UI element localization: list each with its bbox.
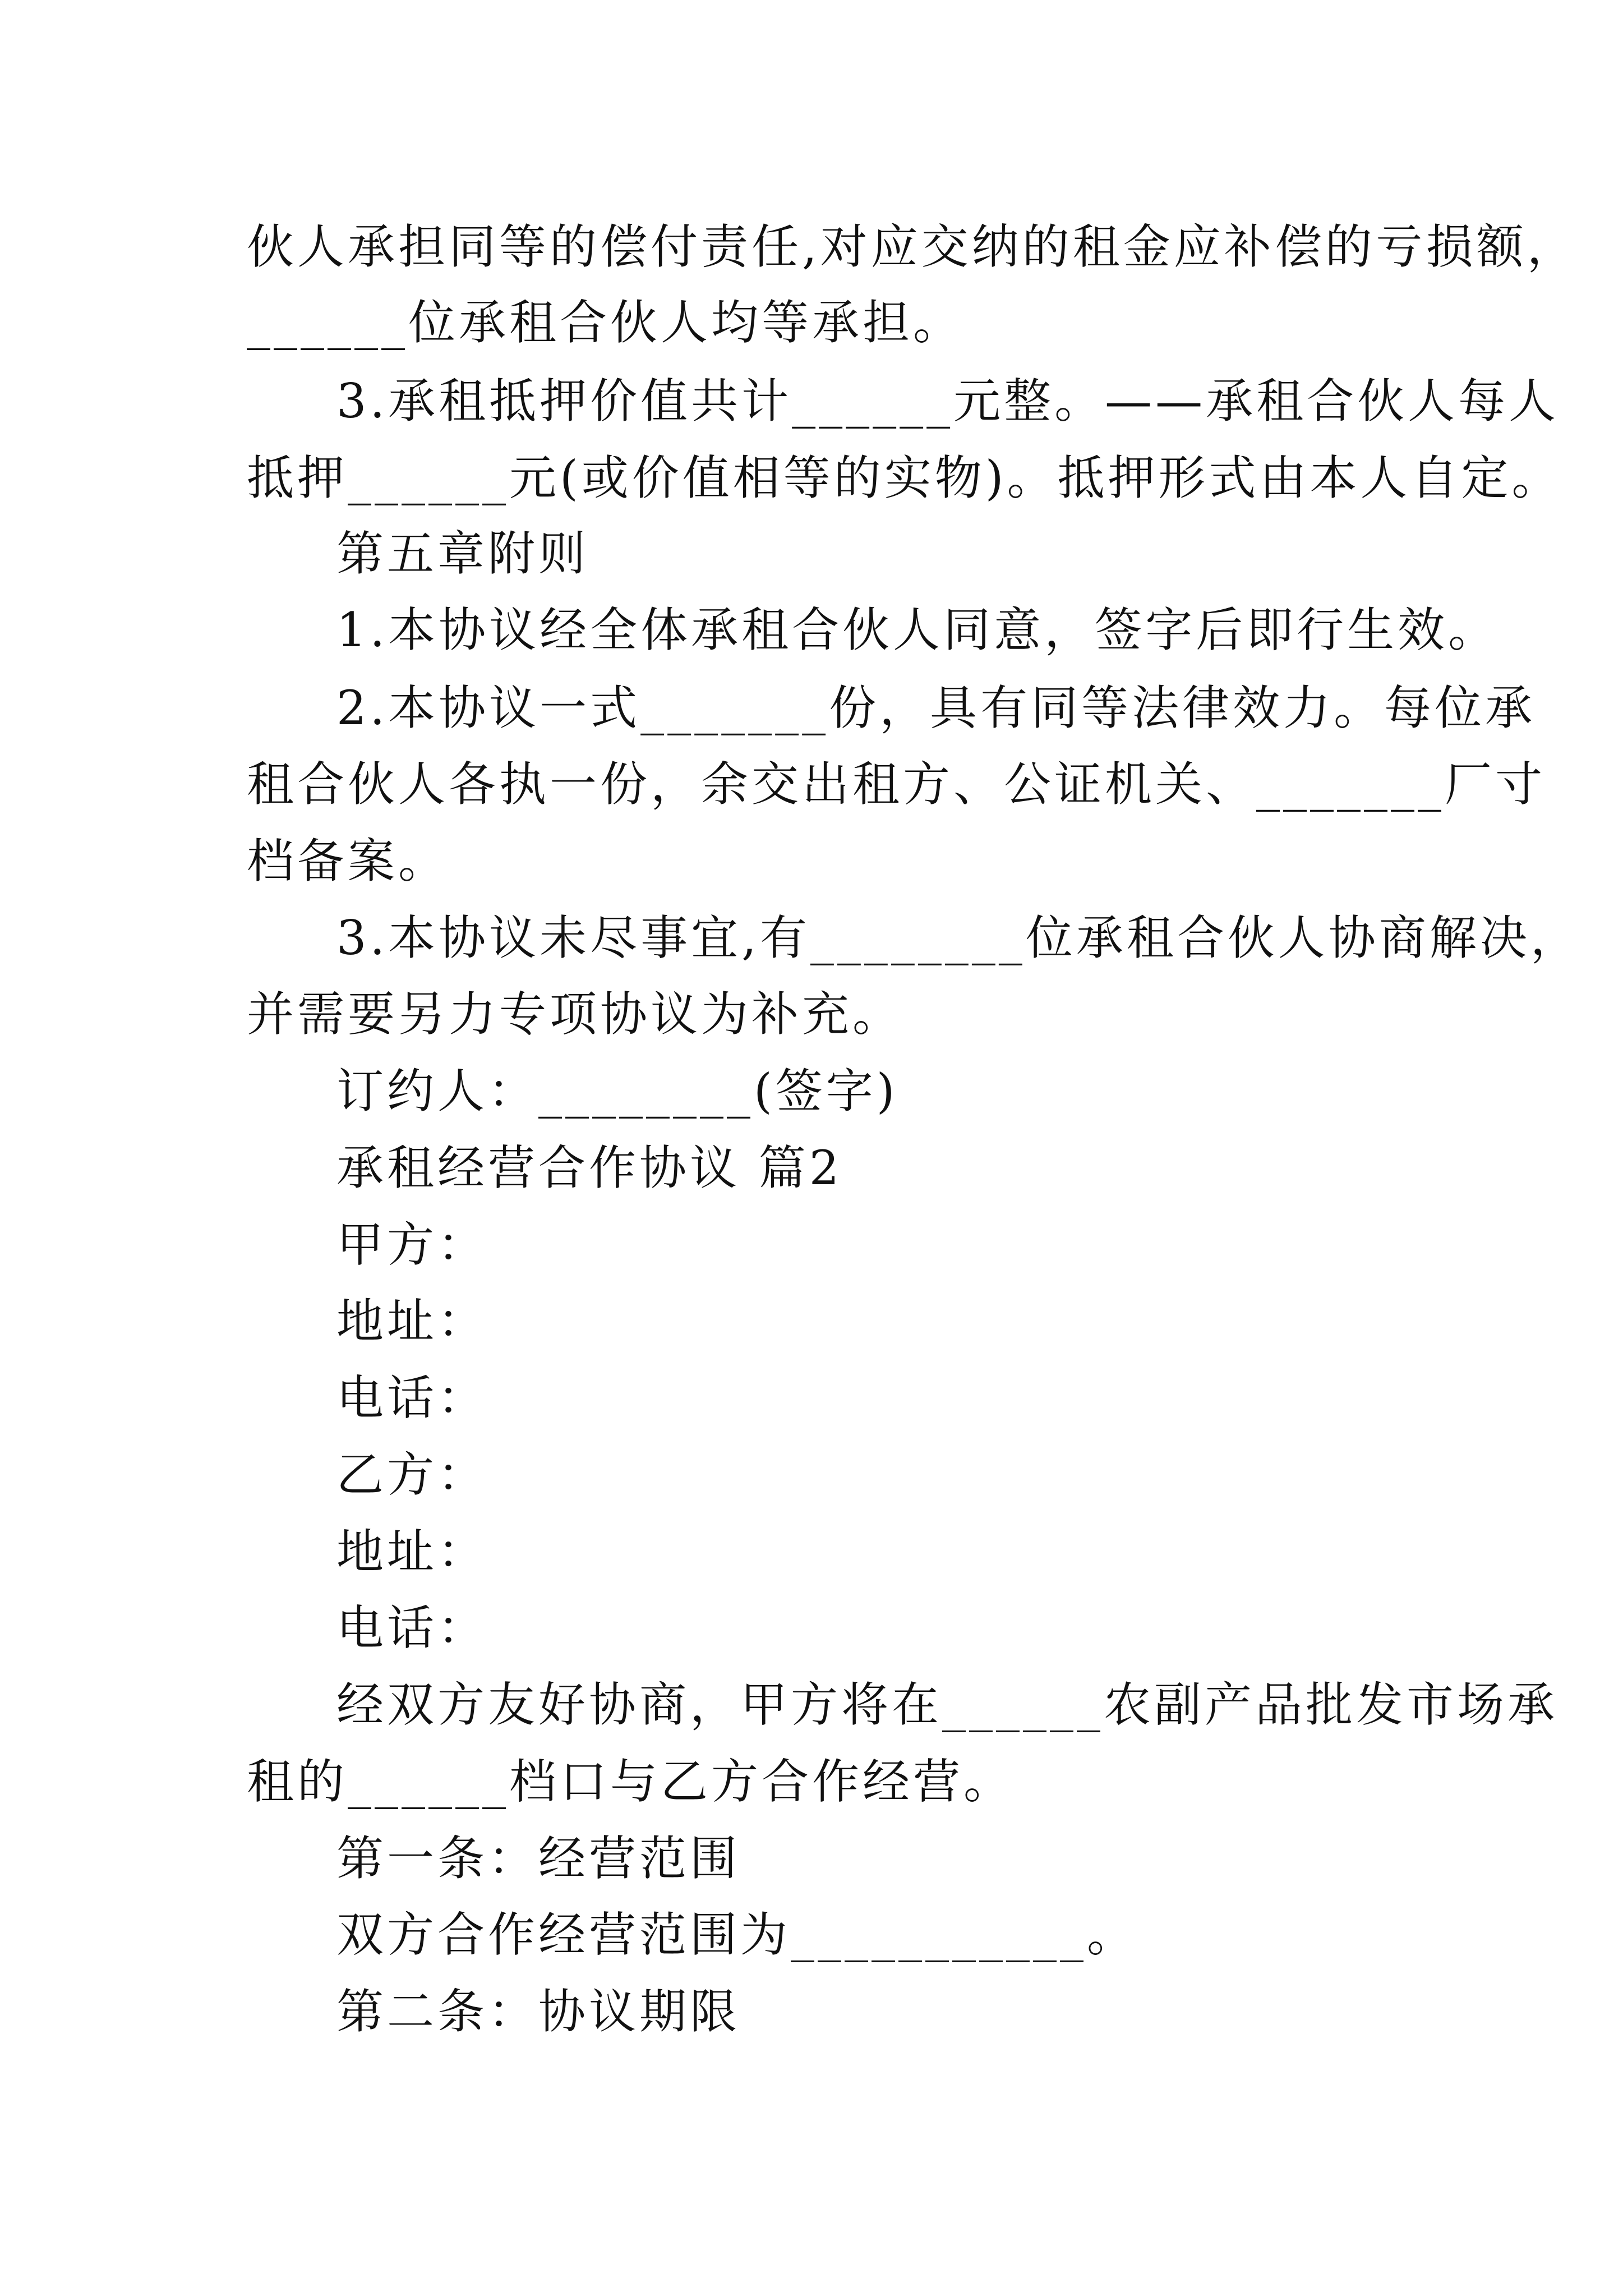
phone-label: 电话： — [336, 1370, 488, 1425]
text-line: 经双方友好协商，甲方将在______农副产品批发市场承 — [336, 1677, 1559, 1732]
text-line: 1.本协议经全体承租合伙人同意，签字后即行生效。 — [336, 602, 1499, 657]
text-line: ______位承租合伙人均等承担。 — [247, 295, 964, 350]
section-heading: 第五章附则 — [336, 526, 589, 581]
text-line: 3.承租抵押价值共计______元整。——承租合伙人每人 — [336, 374, 1560, 429]
party-b-label: 乙方： — [336, 1447, 488, 1502]
text-line: 2.本协议一式_______份，具有同等法律效力。每位承 — [336, 680, 1536, 735]
text-line: 伙人承担同等的偿付责任,对应交纳的租金应补偿的亏损额， — [247, 219, 1578, 274]
address-label: 地址： — [336, 1524, 488, 1579]
text-line: 3.本协议未尽事宜,有________位承租合伙人协商解决， — [336, 910, 1581, 965]
article-heading: 第二条：协议期限 — [336, 1984, 741, 2039]
party-a-label: 甲方： — [336, 1217, 488, 1272]
text-line: 档备案。 — [247, 834, 449, 889]
article-heading: 第一条：经营范围 — [336, 1831, 741, 1886]
signature-line: 订约人：________(签字) — [336, 1064, 898, 1119]
text-line: 并需要另力专项协议为补充。 — [247, 987, 903, 1042]
text-line: 租合伙人各执一份，余交出租方、公证机关、_______厂寸 — [247, 757, 1546, 812]
text-line: 抵押______元(或价值相等的实物)。抵押形式由本人自定。 — [247, 450, 1562, 505]
address-label: 地址： — [336, 1294, 488, 1349]
phone-label: 电话： — [336, 1600, 488, 1655]
document-title: 承租经营合作协议 篇2 — [336, 1140, 843, 1195]
text-line: 双方合作经营范围为___________。 — [336, 1907, 1138, 1962]
text-line: 租的______档口与乙方合作经营。 — [247, 1754, 1015, 1809]
